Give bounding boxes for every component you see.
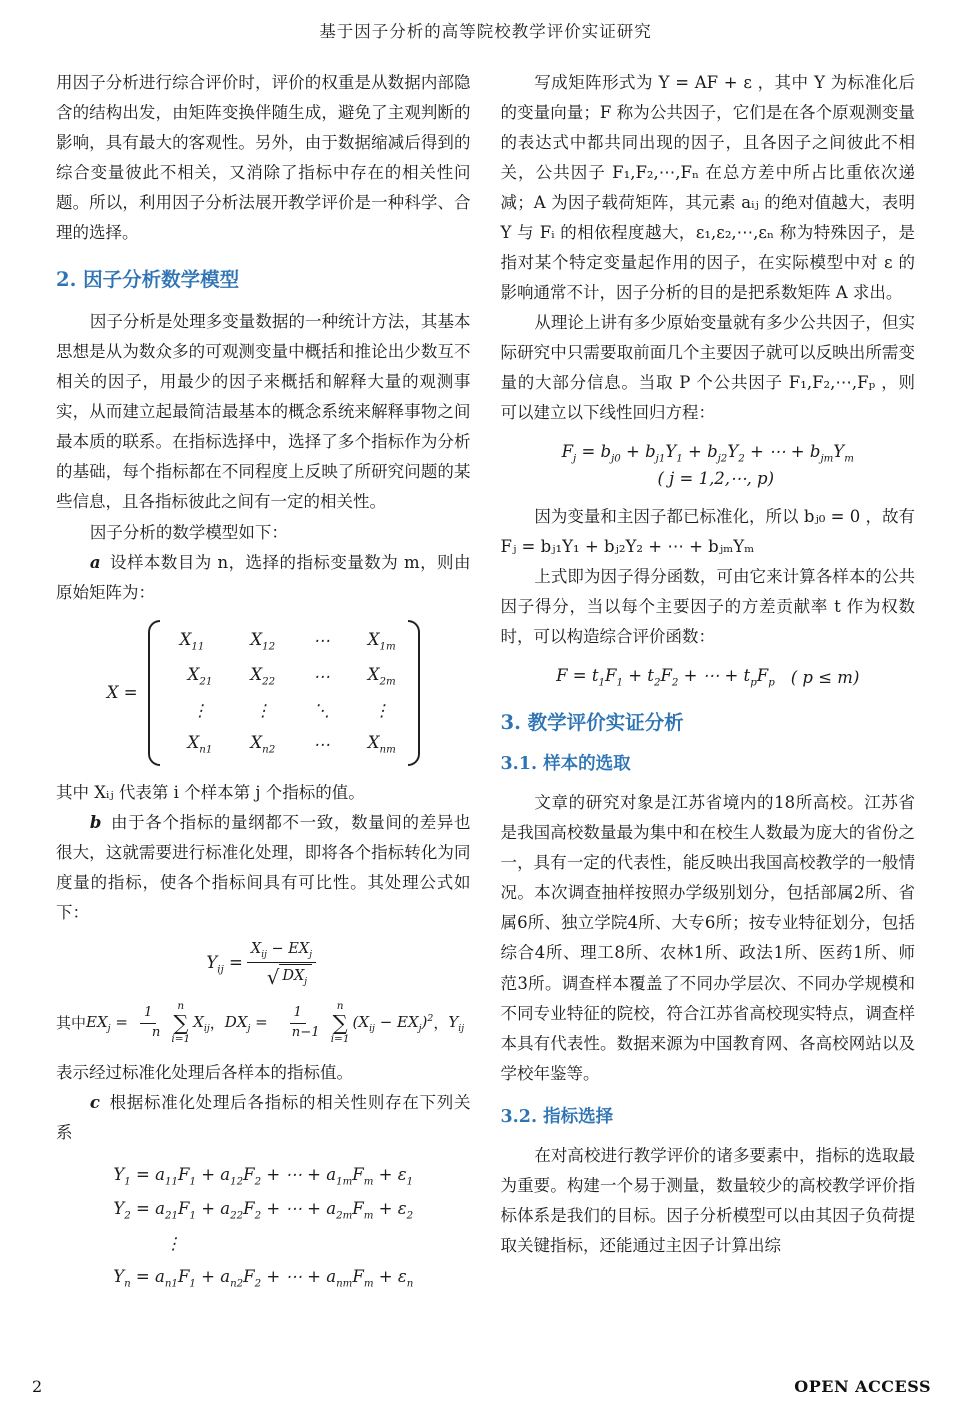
- math-expression: ( p ≤ m): [790, 667, 860, 687]
- item-b-label: b: [89, 812, 102, 832]
- paragraph-intro: 用因子分析进行综合评价时，评价的权重是从数据内部隐含的结构出发，由矩阵变换伴随生成，避免了主观判断的影响，具有最大的客观性。另外，由于数据缩减后得到的综合变量彼此不相关，又消除了指标中存在的相关性问题。所以，利用因子分析法展开教学评价是一种科学、合理的选择。: [56, 73, 471, 243]
- fraction-numerator: 1: [140, 1005, 156, 1024]
- fraction-numerator: 1: [290, 1005, 306, 1024]
- sigma-icon: ∑: [173, 1010, 189, 1035]
- fraction: [132, 1005, 165, 1041]
- paper-running-title: 基于因子分析的高等院校教学评价实证研究: [319, 22, 652, 41]
- paragraph-standardized-factors: 因为变量和主因子都已标准化，所以 bⱼ₀ = 0 ，故有 Fⱼ = bⱼ₁Y₁ + bⱼ₂Y₂ + ⋯ + bⱼₘYₘ: [500, 506, 915, 556]
- fraction-denominator: n−1: [291, 1024, 320, 1040]
- subsection-heading-sample-selection: 3.1. 样本的选取: [500, 753, 631, 774]
- matrix-cell: ⋮: [191, 700, 209, 720]
- matrix-cell: $X_{n1}$: [187, 732, 213, 756]
- paragraph-model-lead-in: 因子分析的数学模型如下：: [89, 522, 288, 542]
- matrix-cell: $X_{21}$: [187, 665, 213, 688]
- matrix: [148, 620, 420, 766]
- math-expression: $X_{ij}$: [193, 1012, 210, 1034]
- equation-line: $Y_n = a_{n1}F_1 + a_{n2}F_2$ + ⋯ + $a_{nm}F_m + \varepsilon_n$: [113, 1267, 414, 1290]
- square-root: [267, 964, 312, 988]
- summation: [331, 1001, 350, 1045]
- formula-text: ，: [433, 1013, 449, 1032]
- fraction: [247, 940, 316, 990]
- math-expression: $F_j = b_{j0} + b_{j1}Y_1 + b_{j2}Y_2$ + ⋯ + $b_{jm}Y_m$: [561, 442, 854, 465]
- composite-evaluation-formula: [501, 664, 916, 691]
- linear-equations-system: [56, 1158, 471, 1295]
- paragraph-sample: 文章的研究对象是江苏省境内的18所高校。江苏省是我国高校数量最为集中和在校生人数最为庞大的省份之一，具有一定的代表性，能反映出我国高校教学的一般情况。本次调查抽样按照办学级别划分，包括部属2所、省属6所、独立学院4所、大专6所；按专业特征划分，包括综合4所、理工8所、农林1所、政法1所、医药1所、师范3所。调查样本覆盖了不同办学层次、不同办学规模和不同专业特征的院校，符合江苏省高校现实特点，调查样本具有代表性。数据来源为中国教育网、各高校网站以及学校年鉴等。: [500, 793, 915, 1083]
- paragraph-common-factors: 从理论上讲有多少原始变量就有多少公共因子，但实际研究中只需要取前面几个主要因子就可以反映出所需变量的大部分信息。当取 P 个公共因子 F₁,F₂,⋯,Fₚ ，则可以建立以下线性回归方程：: [500, 313, 915, 423]
- sum-lower-limit: i=1: [171, 1032, 191, 1045]
- matrix-equation: [56, 620, 471, 766]
- left-parenthesis-icon: [148, 620, 160, 766]
- right-column: [501, 68, 916, 1303]
- page-number: 2: [32, 1377, 43, 1396]
- math-expression: X =: [106, 682, 138, 702]
- fraction-denominator: n: [151, 1024, 161, 1040]
- right-parenthesis-icon: [408, 620, 420, 766]
- fraction: [272, 1005, 324, 1041]
- item-a-label: a: [89, 552, 101, 572]
- formula-text: 其中: [56, 1013, 87, 1032]
- math-expression: $EX_j$ =: [86, 1012, 128, 1034]
- list-item-c: [56, 1088, 471, 1148]
- matrix-cell: $X_{n2}$: [250, 732, 276, 756]
- standardization-formula: [56, 940, 471, 990]
- left-column: [56, 68, 471, 1303]
- list-item-b: [56, 808, 471, 928]
- formula-text: ，: [209, 1013, 225, 1032]
- paragraph-matrix-form: 写成矩阵形式为 Y = AF + ε ，其中 Y 为标准化后的变量向量；F 称为公共因子，它们是在各个原观测变量的表达式中都共同出现的因子，且各因子之间彼此不相关，公共因子 F₁,F₂,⋯,Fₙ 在总方差中所占比重依次递减；A 为因子载荷矩阵，其元素 aᵢⱼ 的绝对值越大，表明 Y 与 Fᵢ 的相依程度越大，ε₁,ε₂,⋯,εₙ 称为特殊因子，是指对某个特定变量起作用的因子，在实际模型中对 ε 的影响通常不计，因子分析的目的是把系数矩阵 A 求出。: [500, 73, 915, 303]
- radical-sign-icon: √: [266, 966, 280, 990]
- sum-lower-limit: i=1: [330, 1032, 350, 1045]
- item-a-text: 设样本数目为 n，选择的指标变量数为 m，则由原始矩阵为：: [56, 552, 471, 602]
- matrix-cell: $X_{12}$: [250, 629, 276, 652]
- math-expression: $Y_{ij}$ =: [206, 953, 243, 976]
- matrix-cell: $X_{22}$: [250, 665, 276, 688]
- equation-line: $Y_1 = a_{11}F_1 + a_{12}F_2$ + ⋯ + $a_{1m}F_m + \varepsilon_1$: [113, 1164, 414, 1187]
- paragraph-factor-analysis: 因子分析是处理多变量数据的一种统计方法，其基本思想是从为数众多的可观测变量中概括和推论出少数互不相关的因子，用最少的因子来概括和解释大量的观测事实，从而建立起最简洁最基本的概念系统来解释事物之间最本质的联系。在指标选择中，选择了多个指标作为分析的基础，每个指标都在不同程度上反映了所研究问题的某些信息，且各指标彼此之间有一定的相关性。: [56, 312, 471, 512]
- matrix-cell: ⋱: [313, 700, 330, 720]
- matrix-cell: ⋯: [313, 666, 330, 686]
- moments-definition-line: [56, 1001, 471, 1045]
- list-item-a: [56, 548, 471, 608]
- summation: [171, 1001, 190, 1045]
- matrix-cell: ⋯: [313, 734, 330, 754]
- item-c-label: c: [89, 1092, 100, 1112]
- sigma-icon: ∑: [332, 1010, 348, 1035]
- open-access-label: OPEN ACCESS: [794, 1377, 931, 1396]
- section-heading-factor-model: 2. 因子分析数学模型: [56, 268, 240, 292]
- paragraph-indicators: 在对高校进行教学评价的诸多要素中，指标的选取最为重要。构建一个易于测量，数量较少的高校教学评价指标体系是我们的目标。因子分析模型可以由其因子负荷提取关键指标，还能通过主因子计算出综: [500, 1146, 915, 1256]
- math-expression: $Y_{ij}$: [448, 1012, 465, 1034]
- matrix-cell: ⋮: [373, 700, 390, 720]
- fraction-denominator: [263, 963, 316, 990]
- radicand: $DX_j$: [279, 964, 312, 988]
- section-heading-empirical-analysis: 3. 教学评价实证分析: [500, 710, 684, 734]
- page-footer: [32, 1377, 931, 1396]
- equation-line: $Y_2 = a_{21}F_1 + a_{22}F_2$ + ⋯ + $a_{2m}F_m + \varepsilon_2$: [113, 1199, 414, 1222]
- matrix-cell: $X_{1m}$: [367, 629, 396, 652]
- matrix-cell: ⋮: [254, 700, 272, 720]
- factor-score-regression-formula: [501, 440, 916, 490]
- math-expression: $F = t_1F_1 + t_2F_2$ + ⋯ + $t_pF_p$: [556, 665, 775, 689]
- two-column-layout: [56, 68, 915, 1303]
- sum-upper-limit: n: [336, 1000, 344, 1013]
- item-b-text: 由于各个指标的量纲都不一致，数量间的差异也很大，这就需要进行标准化处理，即将各个指标转化为同度量的指标，使各个指标间具有可比性。其处理公式如下：: [56, 812, 471, 922]
- paragraph-standardized-note: 表示经过标准化处理后各样本的指标值。: [56, 1062, 353, 1082]
- fraction-numerator: $X_{ij} - EX_j$: [247, 940, 316, 963]
- item-c-text: 根据标准化处理后各指标的相关性则存在下列关系: [56, 1092, 471, 1142]
- matrix-grid: [168, 620, 400, 766]
- sum-upper-limit: n: [177, 1000, 185, 1013]
- math-expression: ( j = 1,2,⋯, p): [657, 468, 775, 488]
- subsection-heading-indicator-selection: 3.2. 指标选择: [500, 1106, 614, 1127]
- matrix-cell: ⋯: [313, 631, 330, 651]
- math-expression: $DX_j$ =: [224, 1012, 268, 1034]
- matrix-cell: $X_{nm}$: [367, 732, 396, 756]
- math-expression: $(X_{ij} - EX_j)^2$: [352, 1012, 434, 1034]
- paragraph-matrix-note: 其中 Xᵢⱼ 代表第 i 个样本第 j 个指标的值。: [56, 782, 365, 802]
- paragraph-score-function: 上式即为因子得分函数，可由它来计算各样本的公共因子得分，当以每个主要因子的方差贡献率 t 作为权数时，可以构造综合评价函数：: [500, 566, 915, 646]
- equation-line: ⋮: [165, 1234, 182, 1254]
- matrix-cell: $X_{11}$: [179, 629, 205, 652]
- matrix-cell: $X_{2m}$: [367, 665, 396, 688]
